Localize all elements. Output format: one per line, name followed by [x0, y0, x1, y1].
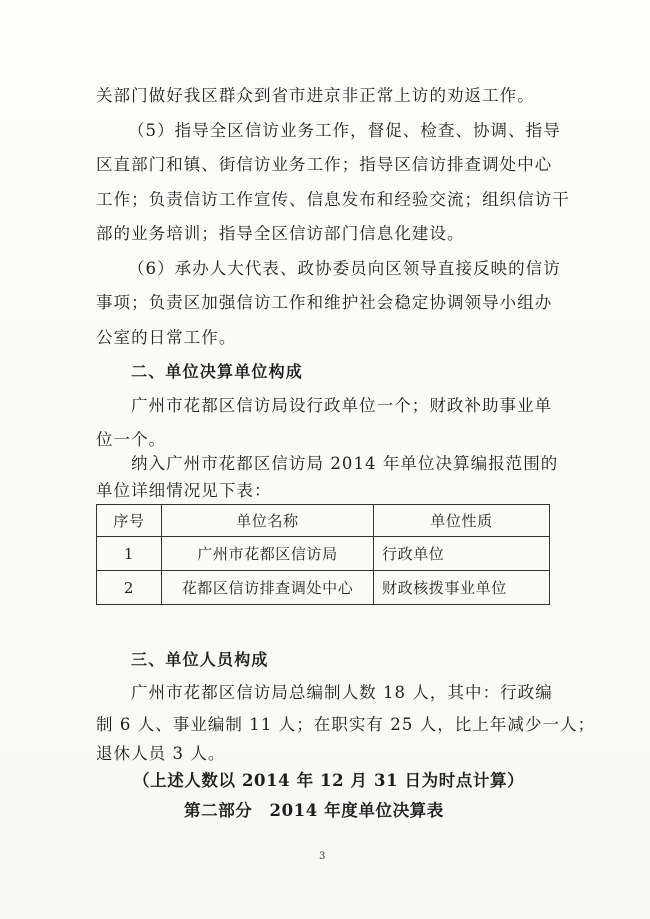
table-row	[97, 537, 550, 571]
table-header: 单位名称	[162, 505, 374, 537]
body-line: 区直部门和镇、街信访业务工作；指导区信访排查调处中心	[96, 155, 553, 174]
body-line: 单位详细情况见下表：	[96, 481, 272, 500]
table-header: 序号	[97, 505, 162, 537]
body-line: 工作；负责信访工作宣传、信息发布和经验交流；组织信访干	[96, 190, 570, 209]
body-line: 纳入广州市花都区信访局 2014 年单位决算编报范围的	[131, 454, 559, 473]
body-line: 公室的日常工作。	[96, 328, 237, 347]
body-line: 关部门做好我区群众到省市进京非正常上访的劝返工作。	[96, 86, 535, 105]
table-header-row	[97, 505, 550, 537]
body-line: 广州市花都区信访局总编制人数 18 人，其中：行政编	[131, 683, 553, 702]
table-header: 单位性质	[374, 505, 550, 537]
page-number: 3	[319, 851, 326, 862]
table-cell: 1	[97, 537, 162, 571]
body-line: 位一个。	[96, 430, 167, 449]
body-line: 事项；负责区加强信访工作和维护社会稳定协调领导小组办	[96, 293, 553, 312]
section-heading: 三、单位人员构成	[131, 650, 269, 669]
section-heading: 二、单位决算单位构成	[131, 362, 304, 381]
body-line: （6）承办人大代表、政协委员向区领导直接反映的信访	[128, 259, 561, 278]
body-line: （5）指导全区信访业务工作，督促、检查、协调、指导	[128, 121, 561, 140]
table-cell: 行政单位	[374, 537, 550, 571]
part-title: 第二部分 2014 年度单位决算表	[184, 801, 444, 820]
table-cell: 2	[97, 571, 162, 605]
body-line: 制 6 人、事业编制 11 人；在职实有 25 人，比上年减少一人；	[96, 715, 596, 734]
unit-table	[96, 504, 550, 605]
table-cell: 广州市花都区信访局	[162, 537, 374, 571]
table-cell: 花都区信访排查调处中心	[162, 571, 374, 605]
body-line: 广州市花都区信访局设行政单位一个；财政补助事业单	[131, 396, 553, 415]
body-line: 部的业务培训；指导全区信访部门信息化建设。	[96, 224, 465, 243]
date-note: （上述人数以 2014 年 12 月 31 日为时点计算）	[133, 771, 525, 790]
table-row	[97, 571, 550, 605]
table-cell: 财政核拨事业单位	[374, 571, 550, 605]
body-line: 退休人员 3 人。	[96, 744, 226, 763]
